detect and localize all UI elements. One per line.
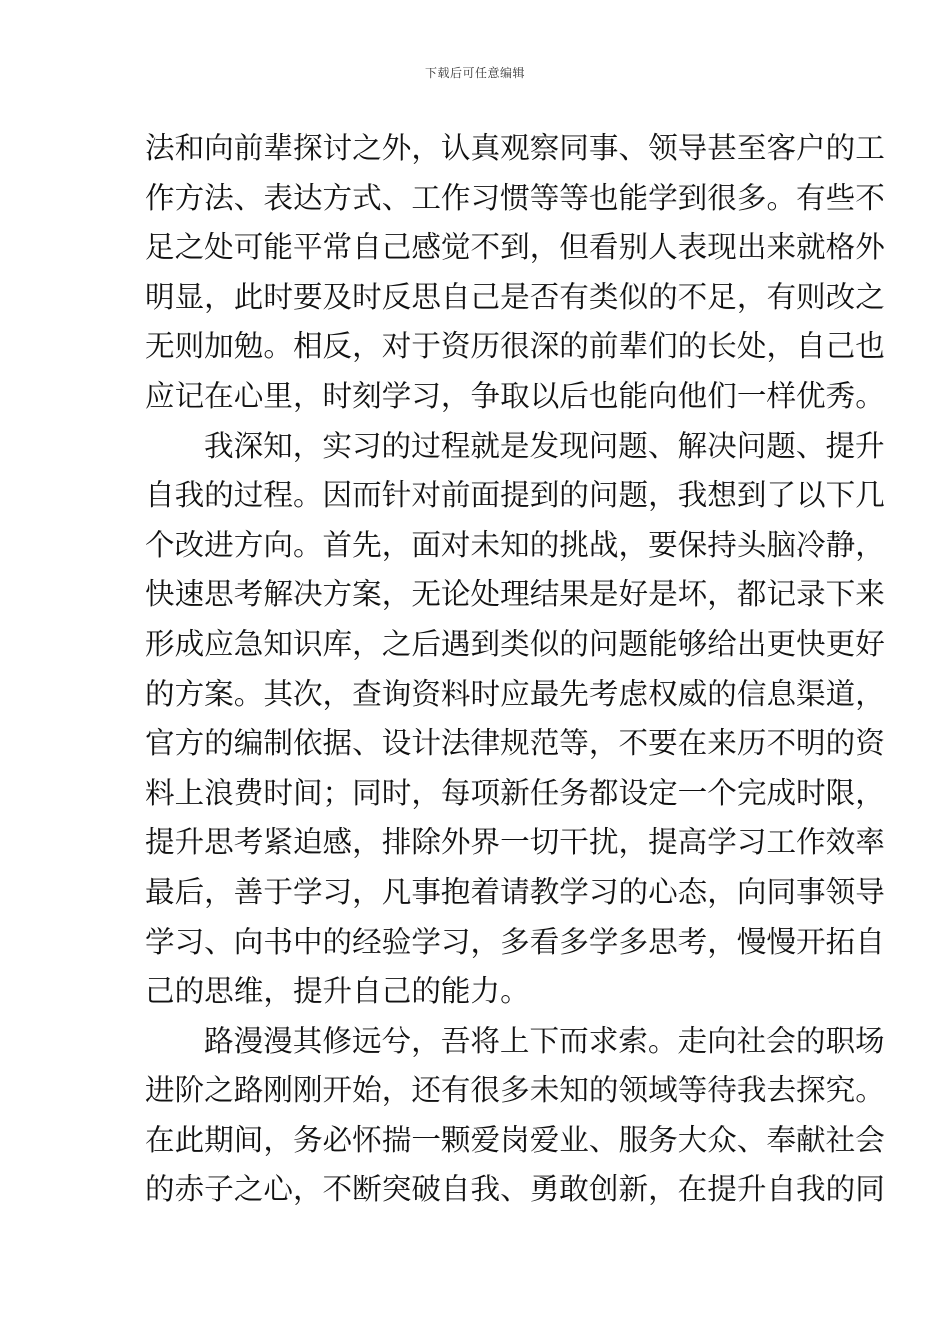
text-line: 法和向前辈探讨之外，认真观察同事、领导甚至客户的工 [145, 131, 885, 165]
text-line: 路漫漫其修远兮，吾将上下而求索。走向社会的职场 [204, 1023, 885, 1058]
text-line: 形成应急知识库，之后遇到类似的问题能够给出更快更好 [145, 626, 885, 661]
text-line: 的赤子之心，不断突破自我、勇敢创新，在提升自我的同 [145, 1172, 885, 1207]
text-line: 我深知，实习的过程就是发现问题、解决问题、提升 [204, 428, 885, 463]
text-line: 明显，此时要及时反思自己是否有类似的不足，有则改之 [145, 279, 885, 314]
text-line: 足之处可能平常自己感觉不到，但看别人表现出来就格外 [145, 230, 885, 265]
text-line: 最后，善于学习，凡事抱着请教学习的心态，向同事领导 [145, 874, 885, 909]
text-line: 自我的过程。因而针对前面提到的问题，我想到了以下几 [145, 478, 885, 513]
text-line: 官方的编制依据、设计法律规范等，不要在来历不明的资 [145, 726, 885, 761]
page-header: 下载后可任意编辑 [424, 66, 525, 80]
text-line: 己的思维，提升自己的能力。 [145, 974, 530, 1009]
text-line: 的方案。其次，查询资料时应最先考虑权威的信息渠道， [145, 676, 885, 711]
text-line: 进阶之路刚刚开始，还有很多未知的领域等待我去探究。 [145, 1073, 885, 1108]
paragraph [145, 422, 885, 1017]
text-line: 料上浪费时间；同时，每项新任务都设定一个完成时限， [145, 775, 885, 810]
text-line: 应记在心里，时刻学习，争取以后也能向他们一样优秀。 [145, 378, 885, 413]
text-line: 提升思考紧迫感，排除外界一切干扰，提高学习工作效率 [145, 825, 885, 860]
text-line: 个改进方向。首先，面对未知的挑战，要保持头脑冷静， [145, 527, 885, 562]
text-line: 无则加勉。相反，对于资历很深的前辈们的长处，自己也 [145, 329, 885, 364]
text-line: 学习、向书中的经验学习，多看多学多思考，慢慢开拓自 [145, 924, 885, 959]
paragraph [145, 124, 885, 422]
paragraph [145, 1017, 885, 1215]
text-line: 在此期间，务必怀揣一颗爱岗爱业、服务大众、奉献社会 [145, 1122, 885, 1157]
text-line: 快速思考解决方案，无论处理结果是好是坏，都记录下来 [145, 577, 885, 612]
text-line: 作方法、表达方式、工作习惯等等也能学到很多。有些不 [145, 180, 885, 215]
document-body [145, 124, 885, 1215]
